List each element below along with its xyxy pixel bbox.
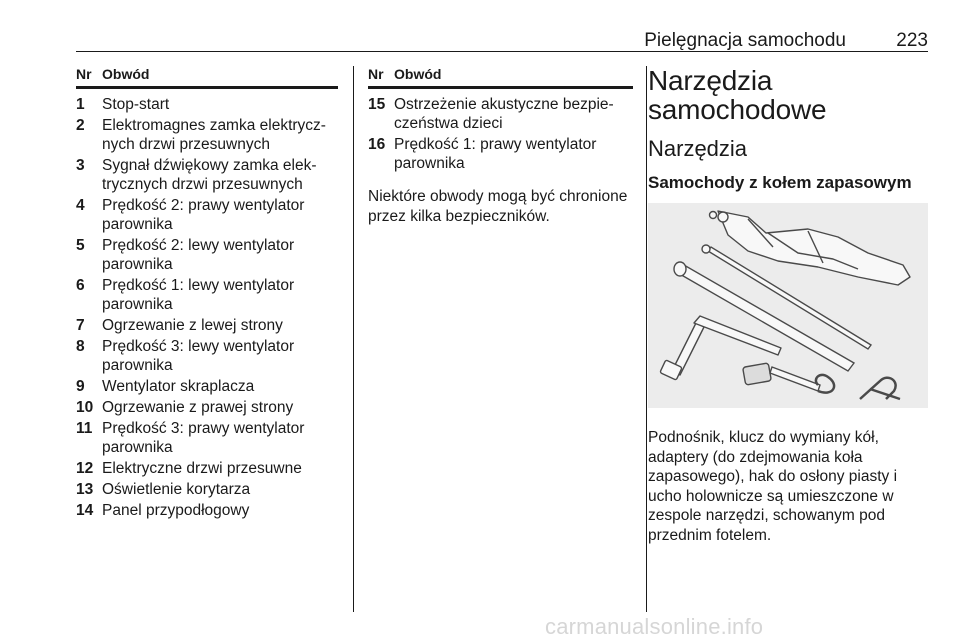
row-number: 13 <box>76 481 94 498</box>
row-number: 5 <box>76 237 85 254</box>
row-number: 11 <box>76 420 93 437</box>
page-title: Pielęgnacja samochodu <box>644 30 846 51</box>
row-circuit: Oświetlenie korytarza <box>102 481 251 498</box>
row-number: 15 <box>368 96 386 113</box>
table-header <box>368 66 633 84</box>
table-row <box>76 276 338 314</box>
column-header-nr: Nr <box>76 66 92 82</box>
tools-illustration <box>648 203 928 408</box>
fuse-table-right <box>368 66 633 226</box>
row-circuit: Prędkość 1: lewy wentylator parownika <box>102 277 295 313</box>
table-header-rule <box>76 86 338 89</box>
row-circuit: Ostrzeżenie akustyczne bezpie- czeństwa dzieci <box>394 96 614 132</box>
column-divider <box>353 66 354 612</box>
tools-section <box>648 66 928 545</box>
row-circuit: Prędkość 3: prawy wentylator parownika <box>102 420 305 456</box>
row-circuit: Stop-start <box>102 96 170 113</box>
table-row <box>76 95 338 114</box>
table-row <box>76 116 338 154</box>
table-row <box>76 501 338 520</box>
row-number: 9 <box>76 378 85 395</box>
row-number: 6 <box>76 277 85 294</box>
row-circuit: Prędkość 2: lewy wentylator parownika <box>102 237 295 273</box>
header-rule <box>76 51 928 52</box>
row-circuit: Panel przypodłogowy <box>102 502 250 519</box>
table-row <box>76 156 338 194</box>
watermark: carmanualsonline.info <box>545 614 764 639</box>
fuse-table-left <box>76 66 338 522</box>
table-row <box>76 196 338 234</box>
row-number: 16 <box>368 136 386 153</box>
row-number: 7 <box>76 317 85 334</box>
row-circuit: Sygnał dźwiękowy zamka elek- trycznych drzwi przesuwnych <box>102 157 317 193</box>
column-header-circuit: Obwód <box>102 66 150 82</box>
table-row <box>76 419 338 457</box>
table-row <box>76 377 338 396</box>
table-row <box>76 459 338 478</box>
row-circuit: Ogrzewanie z prawej strony <box>102 399 294 416</box>
table-row <box>76 398 338 417</box>
row-circuit: Ogrzewanie z lewej strony <box>102 317 283 334</box>
row-circuit: Elektryczne drzwi przesuwne <box>102 460 302 477</box>
page-number: 223 <box>896 30 928 51</box>
table-row <box>76 480 338 499</box>
row-number: 1 <box>76 96 85 113</box>
table-body <box>368 95 633 173</box>
row-number: 3 <box>76 157 85 174</box>
tools-description: Podnośnik, klucz do wymiany kół, adaptery (do zdejmowania koła zapasowego), hak do osłony piasty i ucho holownicze są umieszczone w zespole narzędzi, schowanym pod przednim fotelem. <box>648 429 898 544</box>
table-body <box>76 95 338 520</box>
row-number: 2 <box>76 117 85 134</box>
table-header-rule <box>368 86 633 89</box>
subsection-heading: Narzędzia <box>648 136 748 161</box>
column-divider <box>646 66 647 612</box>
row-number: 14 <box>76 502 94 519</box>
row-circuit: Prędkość 3: lewy wentylator parownika <box>102 338 295 374</box>
table-row <box>76 236 338 274</box>
row-number: 8 <box>76 338 85 355</box>
table-row <box>368 135 633 173</box>
table-row <box>76 337 338 375</box>
row-circuit: Prędkość 1: prawy wentylator parownika <box>394 136 597 172</box>
table-row <box>368 95 633 133</box>
row-circuit: Wentylator skraplacza <box>102 378 255 395</box>
table-row <box>76 316 338 335</box>
fuse-note: Niektóre obwody mogą być chronione przez kilka bezpieczników. <box>368 188 628 225</box>
section-heading: Narzędzia samochodowe <box>648 65 827 125</box>
column-header-nr: Nr <box>368 66 384 82</box>
column-header-circuit: Obwód <box>394 66 442 82</box>
subsubsection-heading: Samochody z kołem zapasowym <box>648 173 912 192</box>
row-number: 4 <box>76 197 85 214</box>
row-circuit: Prędkość 2: prawy wentylator parownika <box>102 197 305 233</box>
table-header <box>76 66 338 84</box>
row-circuit: Elektromagnes zamka elektrycz- nych drzwi przesuwnych <box>102 117 326 153</box>
tools-illustration-image <box>648 203 928 408</box>
row-number: 10 <box>76 399 94 416</box>
row-number: 12 <box>76 460 94 477</box>
